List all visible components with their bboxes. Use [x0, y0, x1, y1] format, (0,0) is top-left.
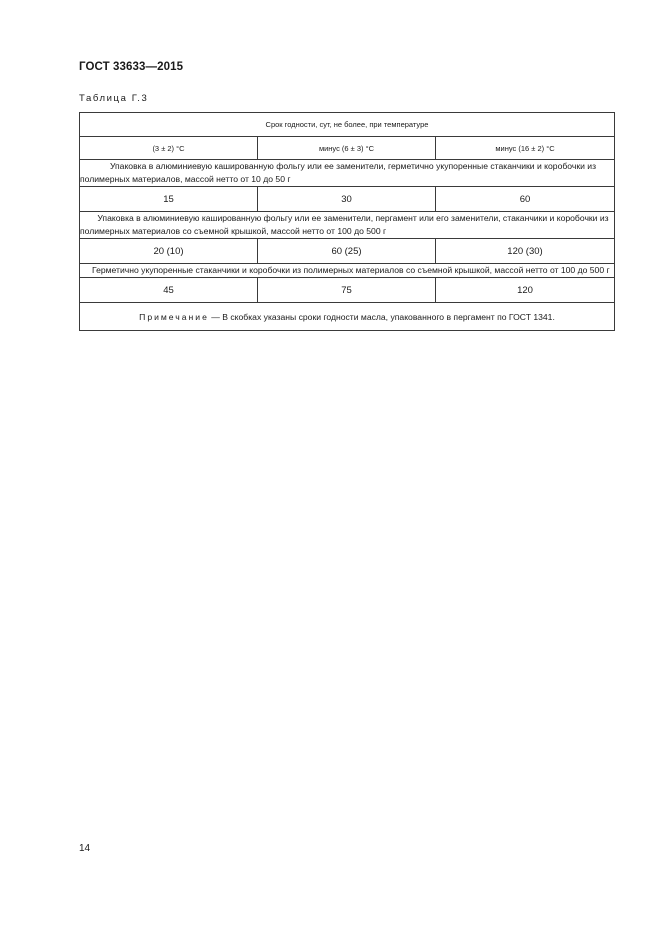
table-column-header-row [80, 137, 615, 160]
packaging-text: Упаковка в алюминиевую кашированную фольгу или ее заменители, герметично укупоренные стаканчики и коробочки из полимерных материалов, массой нетто от 10 до 50 г [80, 161, 597, 184]
table-cell: 120 (30) [436, 239, 615, 264]
table-cell: 45 [80, 278, 258, 303]
note-text: — В скобках указаны сроки годности масла, упакованного в пергамент по ГОСТ 1341. [208, 311, 555, 322]
table-cell: 75 [258, 278, 436, 303]
table-note-row [80, 303, 615, 331]
packaging-description [80, 264, 615, 278]
table-cell: 15 [80, 187, 258, 212]
document-code: ГОСТ 33633—2015 [79, 61, 184, 73]
packaging-description [80, 160, 615, 187]
packaging-row [80, 212, 615, 239]
table-cell: 60 (25) [258, 239, 436, 264]
packaging-text: Упаковка в алюминиевую кашированную фольгу или ее заменители, пергамент или его заменители, стаканчики и коробочки из полимерных материалов со съемной крышкой, массой нетто от 100 до 500 г [80, 213, 609, 236]
values-row [80, 278, 615, 303]
column-header-3c: (3 ± 2) °С [80, 137, 258, 160]
note-label: Примечание [139, 311, 209, 322]
values-row [80, 239, 615, 264]
table-cell: 120 [436, 278, 615, 303]
table-header-row [80, 113, 615, 137]
table-cell: 30 [258, 187, 436, 212]
table-caption: Таблица Г.3 [79, 93, 149, 104]
packaging-row [80, 264, 615, 278]
table-main-header: Срок годности, сут, не более, при температуре [80, 113, 615, 137]
column-header-minus-16c: минус (16 ± 2) °С [436, 137, 615, 160]
table-note [80, 303, 615, 331]
packaging-text: Герметично укупоренные стаканчики и коробочки из полимерных материалов со съемной крышкой, массой нетто от 100 до 500 г [92, 265, 610, 275]
table-cell: 20 (10) [80, 239, 258, 264]
column-header-minus-6c: минус (6 ± 3) °С [258, 137, 436, 160]
packaging-row [80, 160, 615, 187]
page-number: 14 [79, 843, 91, 854]
packaging-description [80, 212, 615, 239]
shelf-life-table [79, 112, 615, 331]
values-row [80, 187, 615, 212]
table-cell: 60 [436, 187, 615, 212]
